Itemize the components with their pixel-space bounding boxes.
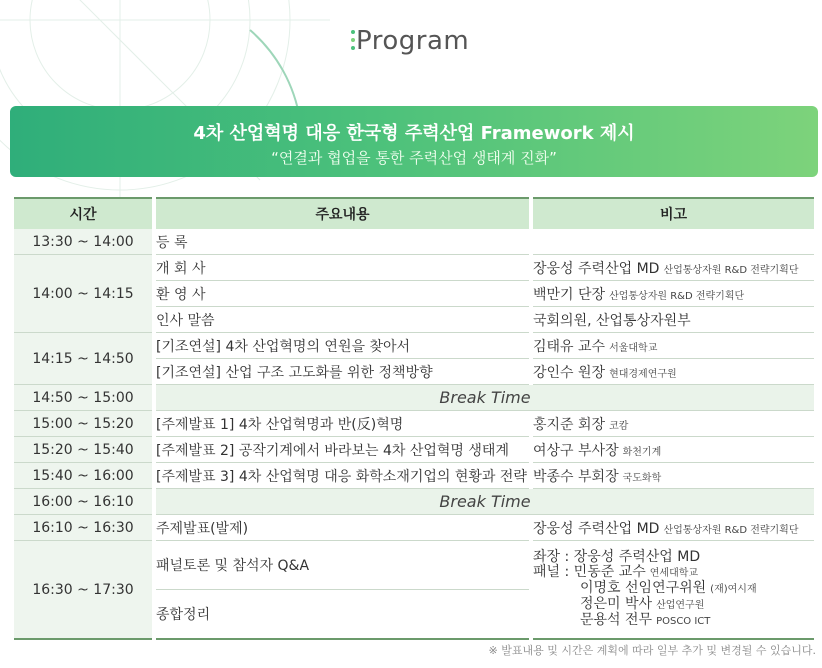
panelist-org: 산업연구원 <box>656 600 705 611</box>
banner-subtitle: “연결과 협업을 통한 주력산업 생태계 진화” <box>271 149 557 167</box>
panelist: 정은미 박사 <box>580 596 653 612</box>
footnote: ※ 발표내용 및 시간은 계획에 따라 일부 추가 및 변경될 수 있습니다. <box>488 644 816 657</box>
content-cell: 개 회 사 <box>156 255 529 281</box>
program-table <box>10 197 818 640</box>
time-cell: 16:00 ~ 16:10 <box>14 489 152 515</box>
page-title: Program <box>356 26 470 56</box>
time-cell: 14:50 ~ 15:00 <box>14 385 152 411</box>
table-row <box>14 229 814 255</box>
time-cell: 13:30 ~ 14:00 <box>14 229 152 255</box>
break-label: Break Time <box>156 489 814 515</box>
content-cell: 환 영 사 <box>156 281 529 307</box>
panel-cell <box>533 541 814 640</box>
time-cell: 15:00 ~ 15:20 <box>14 411 152 437</box>
speaker: 홍지준 회장 <box>533 416 606 433</box>
panel-line <box>533 565 814 581</box>
note-cell <box>533 463 814 489</box>
speaker-org: 서울대학교 <box>609 342 658 354</box>
table-row <box>14 255 814 281</box>
speaker: 김태유 교수 <box>533 338 606 355</box>
content-cell: 등 록 <box>156 229 529 255</box>
table-row <box>14 411 814 437</box>
break-label: Break Time <box>156 385 814 411</box>
speaker-org: 코캄 <box>609 420 629 432</box>
note-cell <box>533 333 814 359</box>
speaker: 장웅성 주력산업 MD <box>533 520 660 537</box>
content-cell: [주제발표 3] 4차 산업혁명 대응 화학소재기업의 현황과 전략 <box>156 463 529 489</box>
note-cell <box>533 437 814 463</box>
speaker-org: 현대경제연구원 <box>609 368 677 380</box>
panelist-org: (재)여시재 <box>710 584 757 595</box>
header-note: 비고 <box>533 197 814 229</box>
content-cell: 종합정리 <box>156 590 529 640</box>
speaker: 장웅성 주력산업 MD <box>533 260 660 277</box>
speaker: 국회의원, 산업통상자원부 <box>533 312 691 329</box>
time-cell: 15:40 ~ 16:00 <box>14 463 152 489</box>
content-cell: 인사 말씀 <box>156 307 529 333</box>
content-cell: [주제발표 1] 4차 산업혁명과 반(反)혁명 <box>156 411 529 437</box>
time-cell: 16:10 ~ 16:30 <box>14 515 152 541</box>
content-cell: 주제발표(발제) <box>156 515 529 541</box>
note-cell <box>533 307 814 333</box>
speaker: 백만기 단장 <box>533 286 606 303</box>
banner-title: 4차 산업혁명 대응 한국형 주력산업 Framework 제시 <box>193 123 635 144</box>
time-cell: 14:00 ~ 14:15 <box>14 255 152 333</box>
time-cell: 16:30 ~ 17:30 <box>14 541 152 640</box>
speaker-org: 산업통상자원 R&D 전략기획단 <box>663 264 799 276</box>
content-cell: [기조연설] 산업 구조 고도화를 위한 정책방향 <box>156 359 529 385</box>
speaker-org: 산업통상자원 R&D 전략기획단 <box>609 290 745 302</box>
content-cell: 패널토론 및 참석자 Q&A <box>156 541 529 590</box>
event-banner <box>10 106 818 177</box>
table-row <box>14 515 814 541</box>
time-cell: 15:20 ~ 15:40 <box>14 437 152 463</box>
content-cell: [기조연설] 4차 산업혁명의 연원을 찾아서 <box>156 333 529 359</box>
note-cell <box>533 515 814 541</box>
chair-label: 좌장 : <box>533 549 570 565</box>
note-cell <box>533 229 814 255</box>
table-row <box>14 541 814 590</box>
panel-line <box>533 613 814 629</box>
note-cell <box>533 411 814 437</box>
panelist-org: POSCO ICT <box>656 616 711 627</box>
panelist-org: 연세대학교 <box>649 568 699 579</box>
chair-line <box>533 550 814 565</box>
content-cell: [주제발표 2] 공작기계에서 바라보는 4차 산업혁명 생태계 <box>156 437 529 463</box>
speaker-org: 산업통상자원 R&D 전략기획단 <box>663 524 799 536</box>
table-header-row <box>14 197 814 229</box>
header-time: 시간 <box>14 197 152 229</box>
note-cell <box>533 255 814 281</box>
speaker-org: 화천기계 <box>622 446 662 458</box>
panelist: 문용석 전무 <box>580 612 653 628</box>
chair-name: 장웅성 주력산업 MD <box>573 549 701 565</box>
panel-line <box>533 597 814 613</box>
table-row <box>14 437 814 463</box>
speaker: 강인수 원장 <box>533 364 606 381</box>
note-cell <box>533 281 814 307</box>
panel-label: 패널 : <box>533 564 570 580</box>
panelist: 이명호 선임연구위원 <box>580 580 707 596</box>
note-cell <box>533 359 814 385</box>
table-row <box>14 333 814 359</box>
table-row <box>14 463 814 489</box>
speaker: 박종수 부회장 <box>533 468 619 485</box>
break-row <box>14 385 814 411</box>
header-content: 주요내용 <box>156 197 529 229</box>
panel-line <box>533 581 814 597</box>
speaker-org: 국도화학 <box>622 472 662 484</box>
speaker: 여상구 부사장 <box>533 442 619 459</box>
break-row <box>14 489 814 515</box>
panelist: 민동준 교수 <box>573 564 646 580</box>
time-cell: 14:15 ~ 14:50 <box>14 333 152 385</box>
